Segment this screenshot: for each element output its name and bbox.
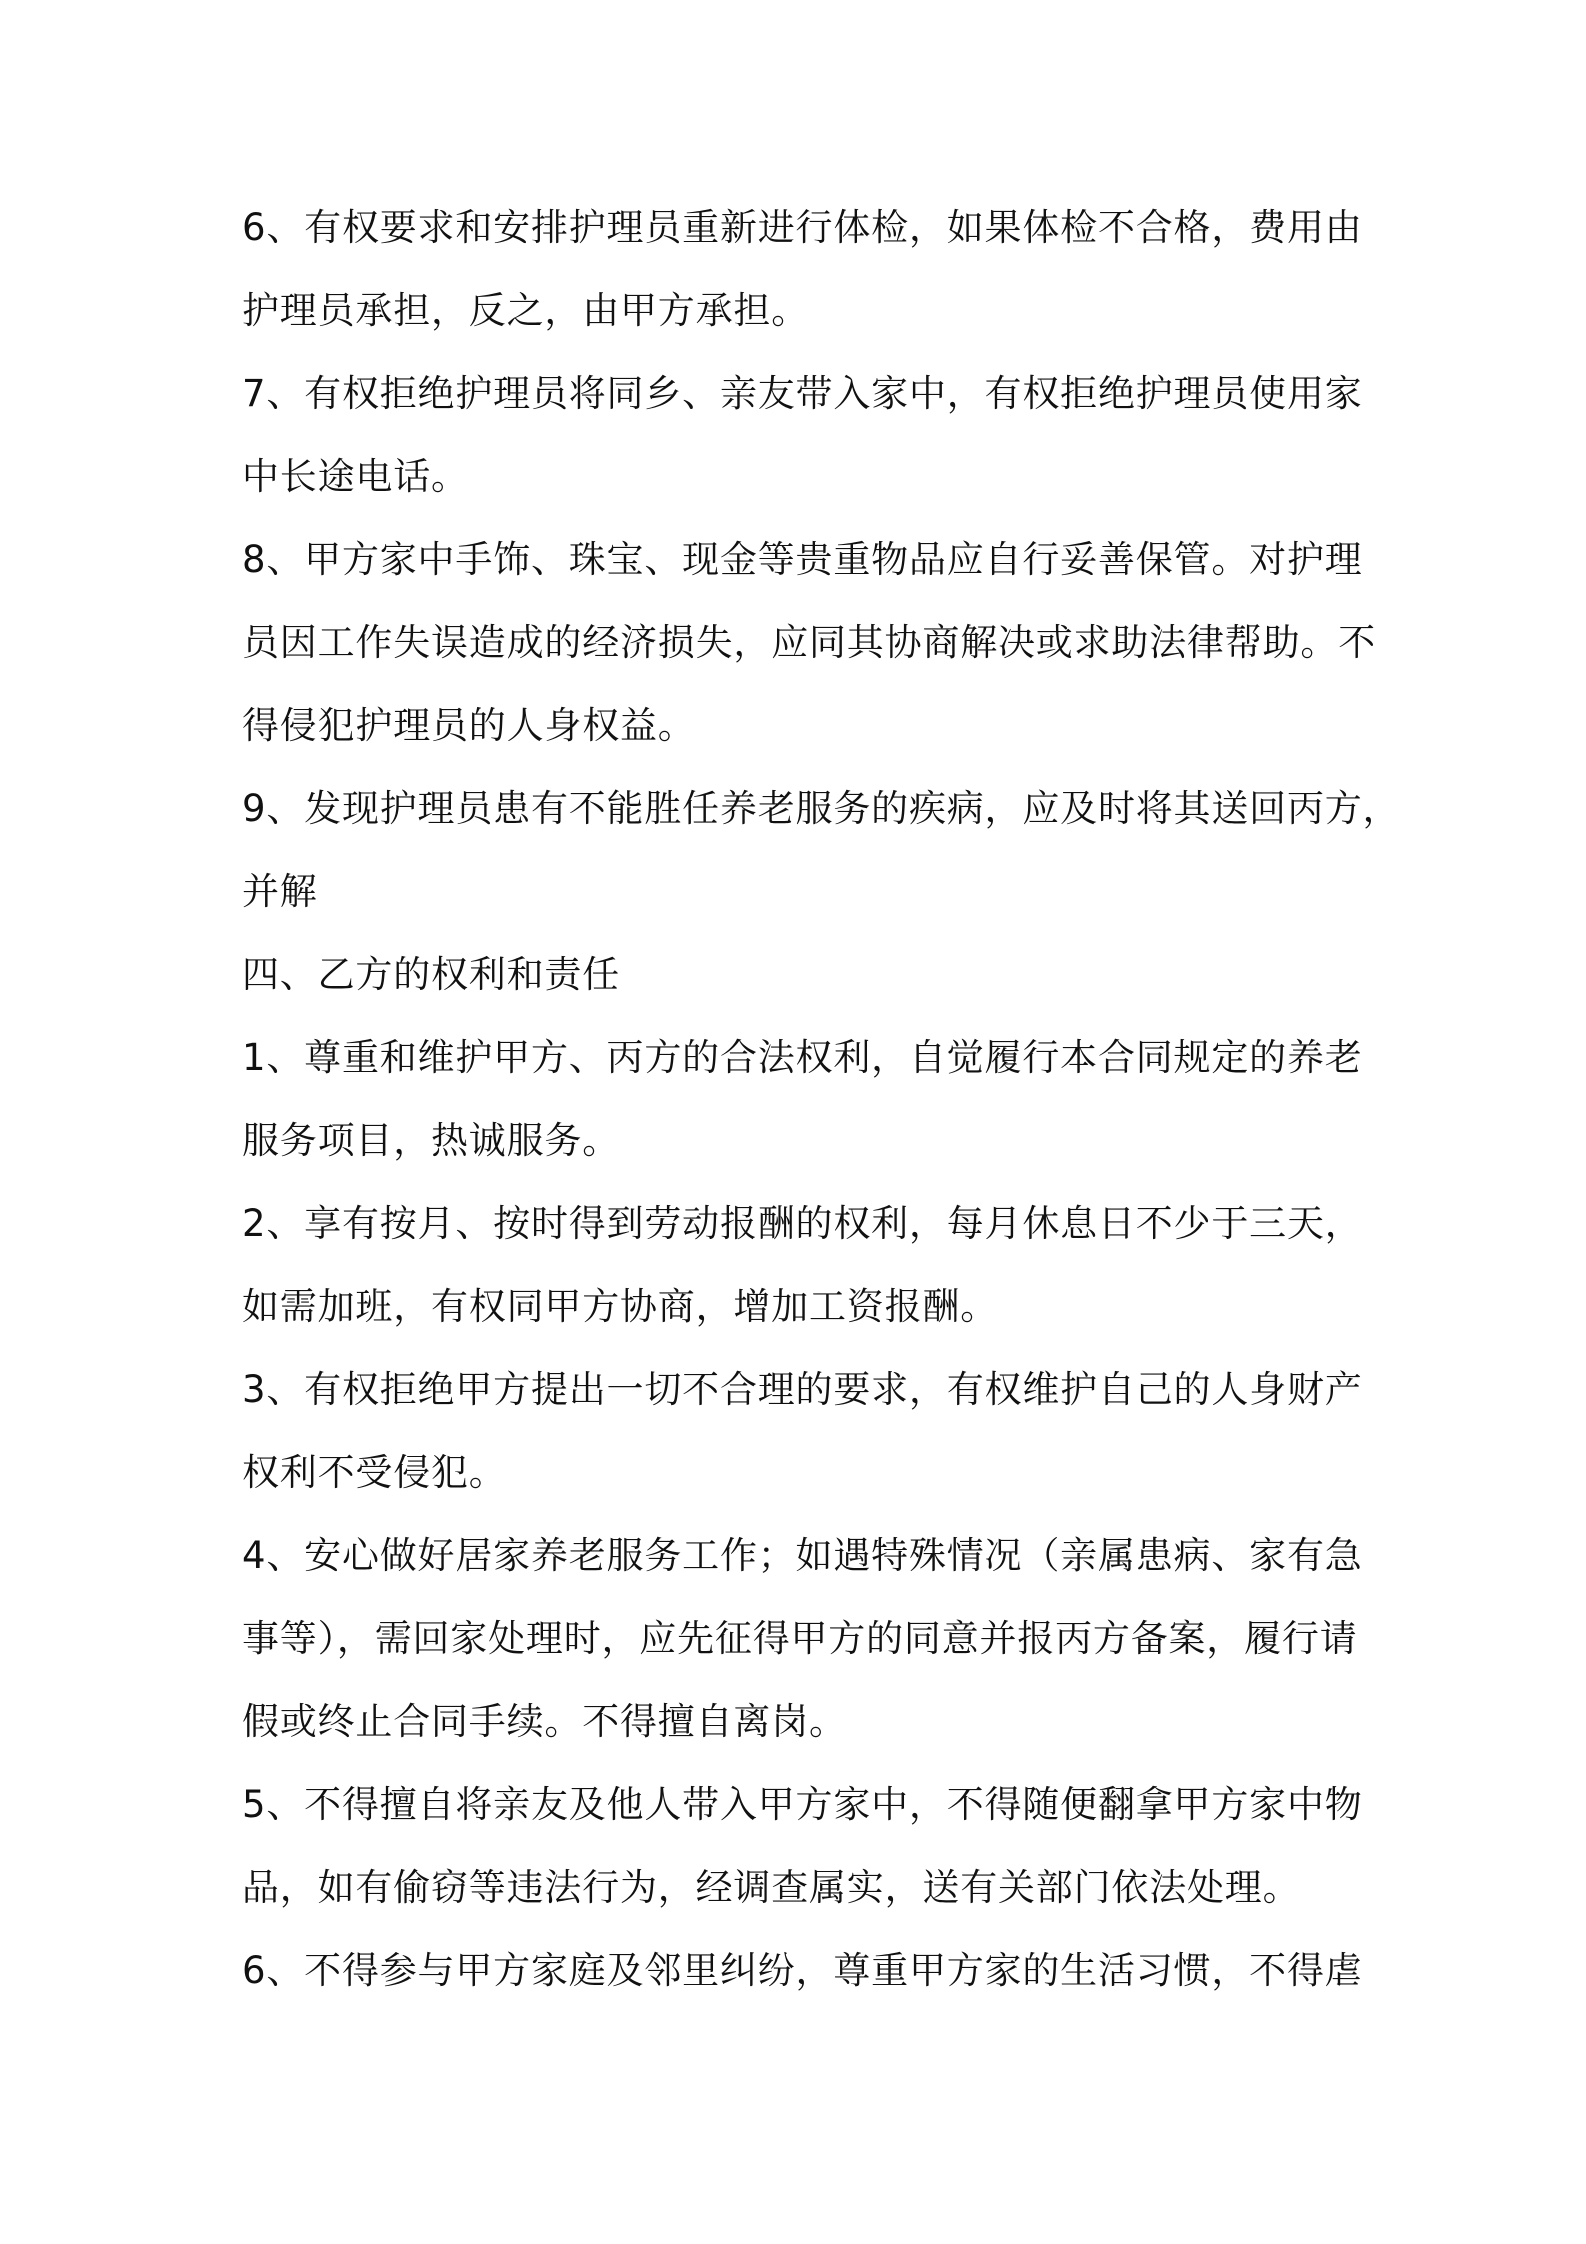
clause-b4-line-3: 假或终止合同手续。不得擅自离岗。 bbox=[242, 1700, 847, 1743]
clause-b2-line-2: 如需加班，有权同甲方协商，增加工资报酬。 bbox=[242, 1285, 998, 1328]
clause-b5-line-2: 品，如有偷窃等违法行为，经调查属实，送有关部门依法处理。 bbox=[242, 1866, 1301, 1909]
section-heading-4: 四、乙方的权利和责任 bbox=[242, 953, 620, 996]
clause-b3-line-1: 3、有权拒绝甲方提出一切不合理的要求，有权维护自己的人身财产 bbox=[242, 1368, 1363, 1411]
clause-a8-line-2: 员因工作失误造成的经济损失，应同其协商解决或求助法律帮助。不 bbox=[242, 621, 1376, 664]
clause-a9-line-2: 并解 bbox=[242, 870, 318, 913]
clause-b6-line-1: 6、不得参与甲方家庭及邻里纠纷，尊重甲方家的生活习惯，不得虐 bbox=[242, 1949, 1363, 1992]
clause-a6-line-2: 护理员承担，反之，由甲方承担。 bbox=[242, 289, 809, 332]
clause-b1-line-2: 服务项目，热诚服务。 bbox=[242, 1119, 620, 1162]
clause-b2-line-1: 2、享有按月、按时得到劳动报酬的权利，每月休息日不少于三天， bbox=[242, 1202, 1363, 1245]
clause-b4-line-1: 4、安心做好居家养老服务工作；如遇特殊情况（亲属患病、家有急 bbox=[242, 1534, 1363, 1577]
clause-a7-line-1: 7、有权拒绝护理员将同乡、亲友带入家中，有权拒绝护理员使用家 bbox=[242, 372, 1363, 415]
clause-b1-line-1: 1、尊重和维护甲方、丙方的合法权利，自觉履行本合同规定的养老 bbox=[242, 1036, 1363, 1079]
clause-b3-line-2: 权利不受侵犯。 bbox=[242, 1451, 507, 1494]
clause-a9-line-1: 9、发现护理员患有不能胜任养老服务的疾病，应及时将其送回丙方， bbox=[242, 787, 1401, 830]
clause-a8-line-1: 8、甲方家中手饰、珠宝、现金等贵重物品应自行妥善保管。对护理 bbox=[242, 538, 1363, 581]
clause-b4-line-2: 事等），需回家处理时，应先征得甲方的同意并报丙方备案，履行请 bbox=[242, 1617, 1358, 1660]
clause-a6-line-1: 6、有权要求和安排护理员重新进行体检，如果体检不合格，费用由 bbox=[242, 206, 1363, 249]
clause-b5-line-1: 5、不得擅自将亲友及他人带入甲方家中，不得随便翻拿甲方家中物 bbox=[242, 1783, 1363, 1826]
clause-a8-line-3: 得侵犯护理员的人身权益。 bbox=[242, 704, 696, 747]
clause-a7-line-2: 中长途电话。 bbox=[242, 455, 469, 498]
